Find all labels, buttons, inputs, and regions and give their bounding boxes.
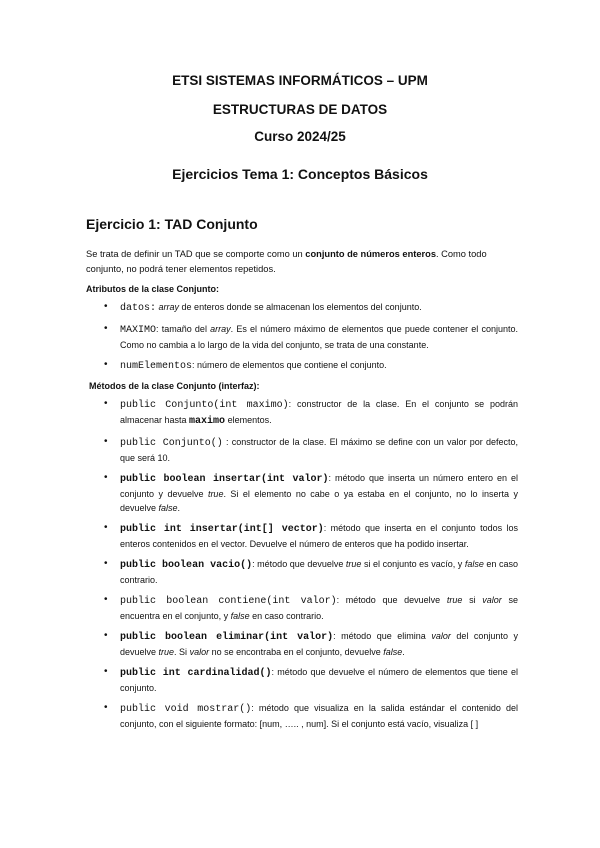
exercises-title: Ejercicios Tema 1: Conceptos Básicos <box>172 166 428 182</box>
method-italic: true <box>158 647 175 657</box>
method-text: : método que devuelve el número de elementos que tiene el conjunto. <box>120 667 518 693</box>
bullet-icon: • <box>104 359 108 370</box>
attribute-item <box>86 358 518 374</box>
bullet-icon: • <box>104 436 108 447</box>
method-signature: public void mostrar() <box>120 704 252 715</box>
method-italic: valor <box>189 647 210 657</box>
method-text: : método que devuelve <box>252 559 346 569</box>
attribute-code: datos: <box>120 303 157 314</box>
method-param-code: maximo <box>189 416 226 427</box>
attribute-italic: array <box>158 302 180 312</box>
method-text: : método que inserta un número entero en el conjunto y devuelve <box>120 473 518 499</box>
attribute-text: . Es el número máximo de elementos que puede contener el conjunto. Como no cambia a lo largo de la vida del conjunto, se trata de una constante. <box>120 324 518 350</box>
method-item <box>86 397 518 429</box>
method-text: en caso contrario. <box>249 611 324 621</box>
bullet-icon: • <box>104 522 108 533</box>
bullet-icon: • <box>104 301 108 312</box>
methods-list <box>86 397 518 731</box>
attribute-item <box>86 322 518 352</box>
method-text: : constructor de la clase. El máximo se define con un valor por defecto, que será 10. <box>120 437 518 463</box>
attribute-item <box>86 300 518 316</box>
method-text: en caso contrario. <box>120 559 518 585</box>
method-text: : método que elimina <box>333 631 432 641</box>
attribute-code: MAXIMO <box>120 325 157 336</box>
method-italic: valor <box>482 595 502 605</box>
method-text: : método que devuelve <box>336 595 447 605</box>
bullet-icon: • <box>104 702 108 713</box>
method-italic: false <box>464 559 484 569</box>
method-text: si el conjunto es vacío, y <box>361 559 465 569</box>
course-name: ESTRUCTURAS DE DATOS <box>212 102 388 117</box>
method-item <box>86 471 518 515</box>
attribute-text: : número de elementos que contiene el conjunto. <box>192 360 387 370</box>
methods-title: Métodos de la clase Conjunto (interfaz): <box>89 381 260 391</box>
method-text: : método que inserta en el conjunto todos los enteros contenidos en el vector. Devuelve el número de enteros que ha podido insertar. <box>120 523 518 549</box>
bullet-icon: • <box>104 398 108 409</box>
intro-emphasis: conjunto de números enteros <box>305 249 436 259</box>
method-item <box>86 665 518 695</box>
method-signature: public Conjunto() <box>120 438 223 449</box>
attribute-text: : tamaño del <box>156 324 211 334</box>
attributes-title: Atributos de la clase Conjunto: <box>86 284 220 294</box>
bullet-icon: • <box>104 558 108 569</box>
exercise-title: Ejercicio 1: TAD Conjunto <box>86 216 258 232</box>
method-text: : método que visualiza en la salida estándar el contenido del conjunto, con el siguiente formato: [num, ….. , num]. Si el conjunto está vacío, visualiza [ ] <box>120 703 518 729</box>
bullet-icon: • <box>104 472 108 483</box>
method-text: . <box>177 503 181 513</box>
method-signature: public boolean insertar(int valor) <box>120 474 329 485</box>
academic-year: Curso 2024/25 <box>254 129 346 144</box>
attribute-italic: array <box>210 324 231 334</box>
method-text: . <box>402 647 405 657</box>
method-item <box>86 701 518 731</box>
method-signature: public boolean contiene(int valor) <box>120 596 337 607</box>
method-item <box>86 593 518 623</box>
method-italic: true <box>345 559 362 569</box>
method-italic: valor <box>431 631 451 641</box>
document-header <box>0 73 600 182</box>
bullet-icon: • <box>104 594 108 605</box>
method-signature: public int insertar(int[] vector) <box>120 524 324 535</box>
intro-text: . Como todo conjunto, no podrá tener elementos repetidos. <box>86 249 487 274</box>
exercise-intro <box>86 247 518 277</box>
bullet-icon: • <box>104 323 108 334</box>
method-item <box>86 557 518 587</box>
attribute-code: numElementos <box>120 361 193 372</box>
method-italic: true <box>446 595 463 605</box>
intro-text: Se trata de definir un TAD que se comporte como un <box>86 249 306 259</box>
method-italic: true <box>207 489 224 499</box>
method-item <box>86 521 518 551</box>
exercise-section <box>86 216 518 737</box>
method-signature: public boolean vacio() <box>120 560 253 571</box>
method-text: . Si <box>174 647 190 657</box>
school-title: ETSI SISTEMAS INFORMÁTICOS – UPM <box>172 73 428 88</box>
method-text: : constructor de la clase. En el conjunto se podrán almacenar hasta <box>120 399 518 425</box>
method-italic: false <box>383 647 403 657</box>
method-text: si <box>462 595 483 605</box>
bullet-icon: • <box>104 630 108 641</box>
bullet-icon: • <box>104 666 108 677</box>
method-signature: public int cardinalidad() <box>120 668 272 679</box>
method-text: elementos. <box>225 415 272 425</box>
method-italic: false <box>158 503 178 513</box>
method-text: del conjunto y devuelve <box>120 631 518 657</box>
method-signature: public Conjunto(int maximo) <box>120 400 289 411</box>
method-text: no se encontraba en el conjunto, devuelve <box>209 647 384 657</box>
method-item <box>86 435 518 465</box>
method-text: . Si el elemento no cabe o ya estaba en el conjunto, no lo inserta y devuelve <box>120 489 518 513</box>
method-item <box>86 629 518 659</box>
method-text: se encuentra en el conjunto, y <box>120 595 518 621</box>
attribute-text: de enteros donde se almacenan los elementos del conjunto. <box>179 302 422 312</box>
method-italic: false <box>230 611 250 621</box>
method-signature: public boolean eliminar(int valor) <box>120 632 334 643</box>
attributes-list <box>86 300 518 374</box>
